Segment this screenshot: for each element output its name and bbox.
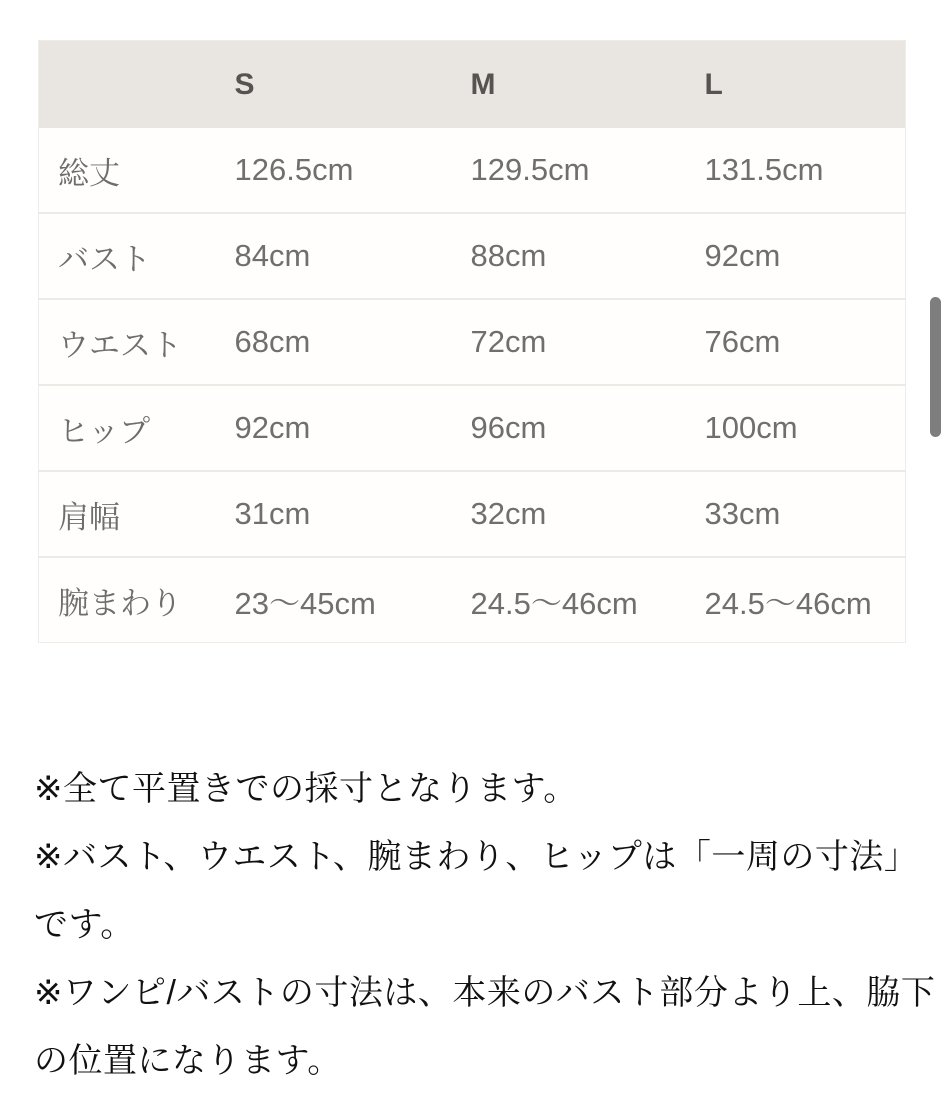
size-chart-header-row <box>39 41 906 129</box>
note-line: ※全て平置きでの採寸となります。 <box>34 770 578 808</box>
measurement-label: バスト <box>39 213 235 299</box>
measurement-value: 129.5cm <box>471 128 705 213</box>
measurement-label: ヒップ <box>39 385 235 471</box>
measurement-value: 32cm <box>471 471 705 557</box>
table-row <box>39 471 906 557</box>
table-row <box>39 213 906 299</box>
measurement-notes <box>34 755 936 1095</box>
measurement-value: 33cm <box>705 471 906 557</box>
measurement-value: 88cm <box>471 213 705 299</box>
measurement-label: ウエスト <box>39 299 235 385</box>
table-row <box>39 128 906 213</box>
measurement-value: 76cm <box>705 299 906 385</box>
measurement-value: 131.5cm <box>705 128 906 213</box>
measurement-value: 68cm <box>235 299 471 385</box>
measurement-value: 24.5〜46cm <box>705 557 906 643</box>
measurement-value: 96cm <box>471 385 705 471</box>
scrollbar-thumb[interactable] <box>930 297 941 437</box>
measurement-value: 126.5cm <box>235 128 471 213</box>
size-chart-table <box>38 40 906 643</box>
measurement-value: 31cm <box>235 471 471 557</box>
measurement-value: 84cm <box>235 213 471 299</box>
size-column-header-m: M <box>471 41 705 129</box>
measurement-label: 総丈 <box>39 128 235 213</box>
measurement-value: 92cm <box>705 213 906 299</box>
note-line: ※バスト、ウエスト、腕まわり、ヒップは「一周の寸法」 <box>34 838 919 876</box>
note-line: です。 <box>34 906 135 944</box>
measurement-value: 24.5〜46cm <box>471 557 705 643</box>
note-line: の位置になります。 <box>34 1042 342 1080</box>
measurement-value: 72cm <box>471 299 705 385</box>
size-column-header-s: S <box>235 41 471 129</box>
size-column-header-l: L <box>705 41 906 129</box>
note-line: ※ワンピ/バストの寸法は、本来のバスト部分より上、脇下 <box>34 974 936 1012</box>
measurement-value: 23〜45cm <box>235 557 471 643</box>
size-chart-corner-cell <box>39 41 235 129</box>
measurement-label: 腕まわり <box>39 557 235 643</box>
measurement-value: 92cm <box>235 385 471 471</box>
measurement-label: 肩幅 <box>39 471 235 557</box>
measurement-value: 100cm <box>705 385 906 471</box>
table-row <box>39 557 906 643</box>
table-row <box>39 299 906 385</box>
table-row <box>39 385 906 471</box>
